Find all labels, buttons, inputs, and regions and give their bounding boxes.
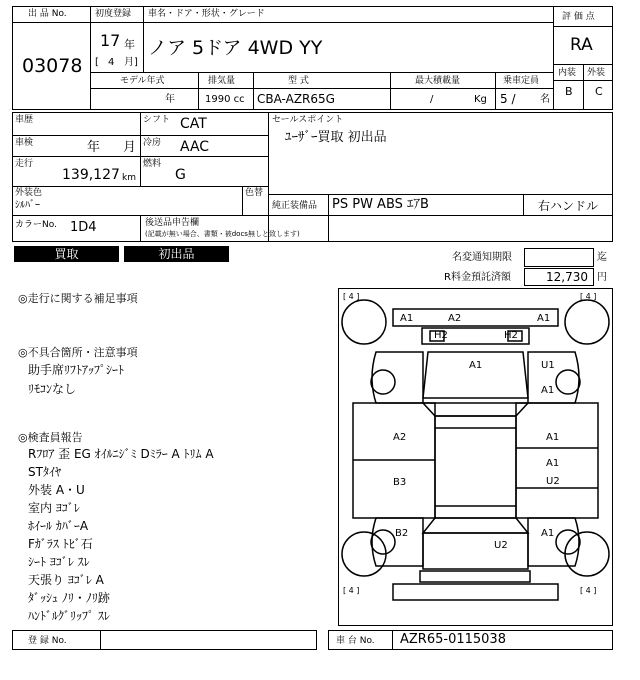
- inspector-line: ﾎｲｰﾙ ｶﾊﾞｰA: [28, 519, 89, 533]
- reg-month: 4: [108, 57, 115, 68]
- color-change-label: 色替: [245, 188, 264, 198]
- inspector-line: Rﾌﾛｱ 歪 EG ｵｲﾙﾆｼﾞﾐ Dﾐﾗｰ A ﾄﾘﾑ A: [28, 447, 214, 461]
- damage-mark: B2: [395, 528, 409, 539]
- reg-year: 17: [100, 31, 121, 50]
- tire-mark: [ 4 ]: [343, 586, 360, 595]
- damage-mark: U2: [546, 476, 560, 487]
- rear-hatch: [423, 533, 528, 569]
- tag-buyback: 買取: [14, 246, 119, 262]
- displacement-label: 排気量: [208, 76, 236, 86]
- damage-mark: A1: [400, 313, 414, 324]
- history-label: 車歴: [15, 115, 34, 125]
- shift-value: CAT: [180, 116, 207, 132]
- inspector-line: STﾀｲﾔ: [28, 465, 61, 479]
- fender-rear-right: [528, 518, 579, 566]
- post-label: 後送品申告欄: [145, 218, 200, 228]
- inspector-line: 室内 ﾖｺﾞﾚ: [28, 501, 80, 515]
- mileage-label: 走行: [15, 159, 34, 169]
- capacity-unit: 名: [540, 94, 550, 105]
- reg-no-label: 登 録 No.: [28, 636, 67, 646]
- sales-point: ﾕｰｻﾞｰ買取 初出品: [285, 130, 387, 145]
- defect-line: 助手席ﾘﾌﾄｱｯﾌﾟｼｰﾄ: [28, 363, 125, 377]
- lot-label: 出 品 No.: [28, 9, 67, 19]
- inspection-month: 月: [123, 140, 137, 155]
- exterior-grade-label: 外装: [587, 68, 606, 78]
- chassis-label: 車 台 No.: [336, 636, 375, 646]
- defect-line: ﾘﾓｺﾝなし: [28, 382, 77, 396]
- color-label: 外装色: [15, 188, 43, 198]
- grade-label: 評 価 点: [562, 12, 595, 22]
- damage-mark: H2: [434, 330, 448, 341]
- model-name: ノア 5ドア 4WD YY: [148, 37, 323, 59]
- tire-front-left: [342, 300, 386, 344]
- interior-grade-label: 内装: [558, 68, 577, 78]
- sales-label: セールスポイント: [272, 115, 344, 125]
- shift-label: シフト: [143, 115, 171, 125]
- displacement: 1990 cc: [205, 94, 245, 105]
- lot-number: 03078: [22, 55, 83, 77]
- type-label: 型 式: [288, 76, 309, 86]
- modelyear-unit: 年: [165, 94, 175, 105]
- load-value: /: [430, 94, 434, 105]
- fender-front-left: [372, 352, 423, 403]
- first-reg-label: 初度登録: [95, 9, 132, 19]
- tire-mark: [ 4 ]: [580, 586, 597, 595]
- damage-mark: A2: [448, 313, 462, 324]
- front-bumper: [393, 309, 558, 326]
- chassis-number: AZR65-0115038: [400, 632, 506, 647]
- mileage-unit: km: [122, 173, 136, 183]
- damage-mark: A1: [541, 528, 555, 539]
- rear-bumper-lower: [393, 584, 558, 600]
- damage-mark: H2: [504, 330, 518, 341]
- damage-mark: A1: [537, 313, 551, 324]
- damage-mark: A1: [546, 432, 560, 443]
- equipment: PS PW ABS ｴｱB: [332, 197, 429, 212]
- damage-mark: A1: [541, 385, 555, 396]
- damage-mark: U1: [541, 360, 555, 371]
- inspector-line: ﾀﾞｯｼｭ ﾉﾘ・ﾉﾘ跡: [28, 591, 110, 605]
- model-type: CBA-AZR65G: [257, 92, 335, 106]
- tire-mark: [ 4 ]: [343, 292, 360, 301]
- capacity-label: 乗車定員: [503, 76, 540, 86]
- reg-month-open: [: [95, 57, 99, 68]
- run-remarks-title: ◎走行に関する補足事項: [18, 292, 138, 305]
- capacity-value: 5 /: [500, 92, 516, 106]
- inspector-line: ﾊﾝﾄﾞﾙｸﾞﾘｯﾌﾟ ｽﾚ: [28, 609, 110, 623]
- grade-score: RA: [570, 35, 593, 55]
- aircon-value: AAC: [180, 139, 210, 155]
- colorno-value: 1D4: [70, 220, 97, 235]
- inspector-line: 天張り ﾖｺﾞﾚ A: [28, 573, 104, 587]
- damage-mark: A1: [469, 360, 483, 371]
- notice-box: [524, 248, 594, 267]
- aircon-label: 冷房: [143, 138, 162, 148]
- load-unit: Kg: [474, 94, 487, 105]
- fuel-label: 燃料: [143, 159, 162, 169]
- inspector-line: Fｶﾞﾗｽ ﾄﾋﾞ石: [28, 537, 93, 551]
- inspector-title: ◎検査員報告: [18, 431, 83, 444]
- defect-title: ◎不具合箇所・注意事項: [18, 346, 138, 359]
- inspection-label: 車検: [15, 138, 34, 148]
- colorno-label: カラーNo.: [15, 220, 57, 230]
- reg-year-unit: 年: [124, 38, 135, 51]
- notice-unit: 迄: [597, 252, 607, 263]
- handle-side: 右ハンドル: [538, 199, 599, 213]
- tag-first-listing: 初出品: [124, 246, 229, 262]
- mileage-value: 139,127: [62, 167, 120, 183]
- damage-mark: A2: [393, 432, 407, 443]
- inspection-year: 年: [87, 140, 101, 155]
- roof: [435, 416, 516, 518]
- damage-mark: B3: [393, 477, 407, 488]
- recycle-unit: 円: [597, 272, 607, 283]
- interior-grade: B: [565, 85, 573, 98]
- modelyear-label: モデル年式: [120, 76, 165, 86]
- inspector-line: 外装 A・U: [28, 483, 85, 497]
- windshield: [423, 403, 528, 416]
- fuel-value: G: [175, 167, 186, 183]
- tire-front-right: [565, 300, 609, 344]
- post-note: (記載が無い場合、書類・被docs無しと致します): [145, 230, 300, 238]
- hood: [423, 352, 528, 398]
- car-diagram: [338, 288, 613, 626]
- inspector-line: ｼｰﾄ ﾖｺﾞﾚ ｽﾚ: [28, 555, 90, 569]
- reg-month-unit: 月]: [124, 57, 138, 68]
- rear-window: [423, 518, 528, 533]
- recycle-label: R料金預託済額: [444, 272, 511, 283]
- damage-mark: A1: [546, 458, 560, 469]
- notice-label: 名変通知期限: [452, 252, 512, 263]
- recycle-fee: 12,730: [546, 270, 588, 284]
- fender-rear-left: [372, 518, 423, 566]
- model-label: 車名・ドア・形状・グレード: [148, 9, 265, 19]
- equip-label: 純正装備品: [272, 201, 318, 211]
- tire-mark: [ 4 ]: [580, 292, 597, 301]
- color-value: ｼﾙﾊﾞｰ: [15, 200, 40, 211]
- load-label: 最大積載量: [415, 76, 461, 86]
- damage-mark: U2: [494, 540, 508, 551]
- rear-bumper: [420, 571, 530, 582]
- exterior-grade: C: [595, 85, 603, 98]
